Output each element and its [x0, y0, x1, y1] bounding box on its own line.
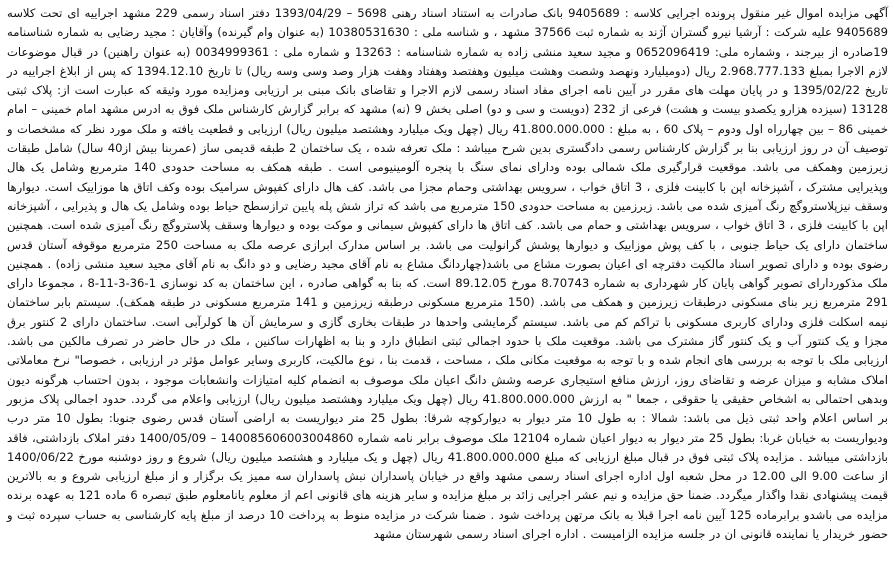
- auction-notice-text: آگهی مزایده اموال غیر منقول پرونده اجرایی کلاسه : 9405689 بانک صادرات به استناد اسناد رهنی 5698 – 1393/04/29 دفتر اسناد رسمی 229 مشهد اجراییه ای تحت کلاسه 9405689 علیه شرکت : آرشیا نیرو گستران آژند به شماره ثبت 37566 مشهد ، و شناسه ملی : 10380531630 (به عنوان وام گیرنده) وآقایان : مجید رضایی به شماره شناسنامه 19صادره از بیرجند ، وشماره ملی: 0652096419 و مجید سعید منشی زاده به شماره شناسنامه : 13263 و شماره ملی : 0034999361 (به عنوان راهنین) در قبال موضوعات لازم الاجرا بمبلغ 2.968.777.133 ریال (دومیلیارد ونهصد وشصت وهشت میلیون وهفتصد وهفتاد وهفت هزار وصد وسی وسه ریال) تا تاریخ 1394.12.10 که پس از ابلاغ اجراییه در تاریخ 1395/02/22 و در پایان مهلت های مقرر در آیین نامه اجرای مفاد اسناد رسمی لازم الاجرا و تقاضای بانک مبنی بر ارزیابی ومزایده مورد وثیقه که عبارت است از: پلاک ثبتی 13128 (سیزده هزارو یکصدو بیست و هشت) فرعی از 232 (دویست و سی و دو) اصلی بخش 9 (نه) مشهد که برابر گزارش کارشناس ملک فوق به ادرس مشهد امام خمینی – امام خمینی 86 – بین چهارراه اول ودوم – پلاک 60 ، به مبلغ : 41.800.000.000 ریال (چهل ویک میلیارد وهشتصد میلیون ریال) ارزیابی و قطعیت یافته و ملک مورد نظر که مشخصات و توصیف آن در روز ارزیابی بنا بر گزارش کارشناس رسمی دادگستری بدین شرح میباشد : ملک تعرفه شده ، یک ساختمان 2 طبقه قدیمی ساز (عمربنا بیش از40 سال) شامل طبقات زیرزمین وهمکف می باشد. موقعیت قرارگیری ملک شمالی بوده ودارای نمای سنگ با پنجره آلومینیومی است . طبقه همکف به مساحت حدودی 140 مترمربع وشامل یک هال وپذیرایی مشترک ، آشپزخانه اپن با کابینت فلزی ، 3 اتاق خواب ، سرویس بهداشتی وحمام مجزا می باشد. کف هال دارای کفپوش سرامیک بوده وکف اتاق ها موزاییک است. دیوارها وسقف نیزپلاستروگچ رنگ آمیزی شده می باشد. زیرزمین به مساحت حدودی 150 مترمربع می باشد که تراز شش پله پایین ترازسطح حیاط بوده وشامل یک هال و پذیرایی ، آشپزخانه اپن با کابینت فلزی ، 3 اتاق خواب ، سرویس بهداشتی و حمام می باشد. کف اتاق ها دارای کفپوش سیمانی و موکت بوده و دیوارها وسقف پلاستروگچ رنگ آمیزی شده است. همچنین ساختمان دارای یک حیاط جنوبی ، با کف پوش موزاییک و دیوارها پوشش گرانولیت می باشد. بر اساس مدارک ابرازی عرصه ملک به مساحت 250 مترمربع موقوفه آستان قدس رضوی بوده و دارای تصویر اسناد مالکیت دفترچه ای اعیان بصورت مشاع می باشد(چهاردانگ مشاع به نام آقای مجید رضایی و دو دانگ به نام آقای مجید سعید منشی زاده) . همچنین ملک مذکوردارای تصویر گواهی پایان کار شهرداری به شماره 8.70743 مورخ 89.12.05 است. که بنا به گواهی صادره ، این ساختمان به کد نوسازی 1-36-3-11-8 ، مجموعا دارای 291 مترمربع زیر بنای مسکونی درطبقات زیرزمین و همکف می باشد. (150 مترمربع مسکونی درطبقه زیرزمین و 141 مترمربع مسکونی در طبقه همکف). سیستم بابر ساختمان نیمه اسکلت فلزی ودارای کاربری مسکونی با تراکم کم می باشد. سیستم گرمایشی واحدها در طبقات بخاری گازی و سرمایش آن ها کولرآبی است. ساختمان دارای 2 کنتور برق مجزا و یک کنتور آب و یک کنتور گاز مشترک می باشد. موقعیت ملک با حدود اجمالی ثبتی انطباق دارد و بنا به اظهارات ساکنین ، ملک در حال حاضر در تصرف مالکین می باشد. ارزیابی ملک با توجه به بررسی های انجام شده و با توجه به موقعیت مکانی ملک ، مساحت ، قدمت بنا ، نوع مالکیت، کاربری وسایر عوامل مؤثر در ارزیابی ، خصوصا" نرخ معاملاتی املاک مشابه و میزان عرضه و تقاضای روز، ارزش منافع استیجاری عرصه وشش دانگ اعیان ملک موصوف به انضمام کلیه امتیازات وانشعابات موجود ، بدون احتساب هرگونه دیون وبدهی احتمالی به اشخاص حقیقی یا حقوقی ، جمعا " به ارزش 41.800.000.000 ریال (چهل ویک میلیارد وهشتصد میلیون ریال) ارزیابی واعلام می گردد. حدود اجمالی پلاک مزبور بر اساس اعلام واحد ثبتی ذیل می باشد: شمالا : به طول 10 متر دیوار به دیوارکوچه شرقا: بطول 25 متر دیواریست به اراضی آستان قدس رضوی جنوبا: بطول 10 متر درب ودیواریست به خیابان غربا: بطول 25 متر دیوار به دیوار اعیان شماره 12104 ملک موصوف برابر نامه شماره 140085606003004860 – 1400/05/09 دفتر املاک بازداشتی، فاقد بازداشتی میباشد . مزایده پلاک ثبتی فوق در قبال مبلغ ارزیابی که مبلغ 41.800.000.000 ریال (چهل و یک میلیارد و هشتصد میلیون ریال) شروع و روز دوشنبه مورخ 1400/06/22 از ساعت 9.00 الی 12.00 در محل شعبه اول اداره اجرای اسناد رسمی مشهد واقع در خیابان پاسداران نبش پاسداران سه ممیز یک برگزار و از مبلغ ارزیابی شروع و به بالاترین قیمت پیشنهادی نقدا واگذار میگردد. ضمنا حق مزایده و نیم عشر اجرایی زائد بر مبلغ مزایده و سایر هزینه های قانونی اعم از معلوم یانامعلوم طبق تبصره 6 ماده 121 به عهده برنده مزایده می باشدو برابرماده 125 آیین نامه اجرا قبلا به بانک مرتهن پرداخت شود . ضمنا شرکت در مزایده منوط به پرداخت 10 درصد از مبلغ پایه کارشناسی به حساب سپرده ثبت و حضور خریدار یا نماینده قانونی ان در جلسه مزایده الزامیست . اداره اجرای اسناد رسمی شهرستان مشهد: [7, 6, 889, 542]
